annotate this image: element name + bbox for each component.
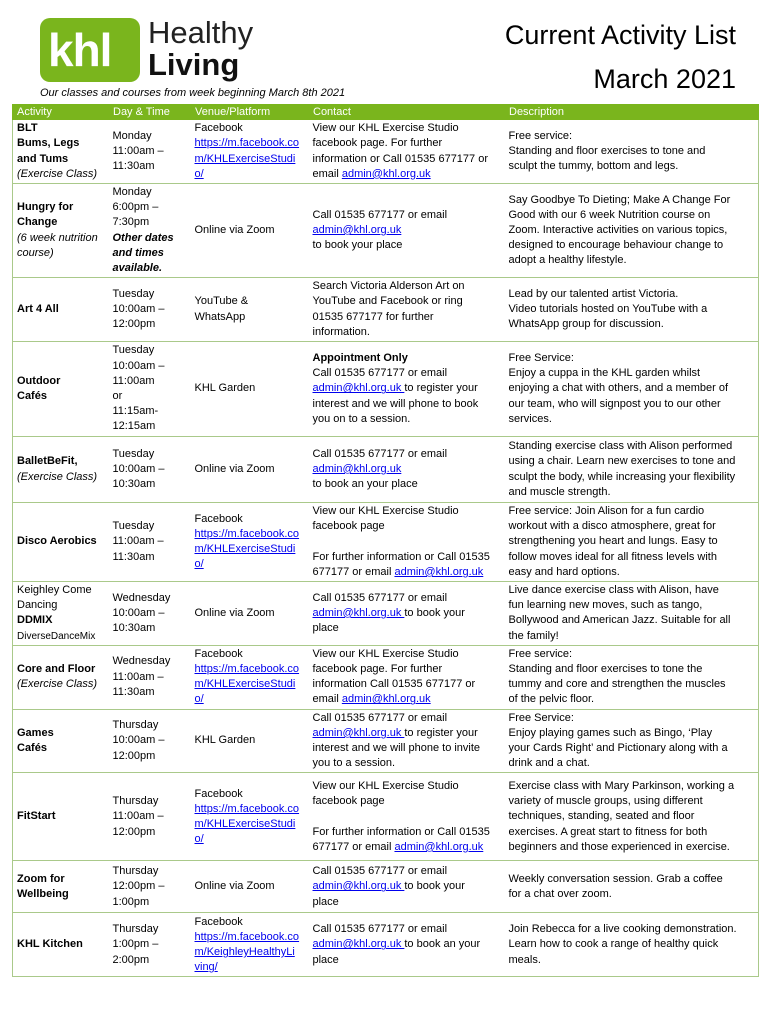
- contact-cell: [309, 184, 505, 278]
- contact-email-link[interactable]: admin@khl.org.uk: [312, 726, 405, 739]
- table-row: [13, 645, 759, 709]
- contact-text-after: to book an your place: [312, 938, 481, 966]
- activity-name: DDMIX: [17, 614, 53, 627]
- contact-email-link[interactable]: admin@khl.org.uk: [341, 693, 431, 706]
- venue-cell: [191, 278, 309, 342]
- description-cell: [505, 120, 759, 184]
- contact-text-after: to book an your place: [312, 478, 418, 491]
- day-time: Thursday 10:00am – 12:00pm: [112, 719, 165, 762]
- day-time-cell: [109, 342, 191, 437]
- activity-name: Core and Floor: [17, 663, 96, 676]
- column-header-day-time: Day & Time: [109, 105, 191, 120]
- description-cell: [505, 773, 759, 861]
- venue-name: Online via Zoom: [194, 606, 275, 619]
- contact-text: Search Victoria Alderson Art on YouTube and Facebook or ring 01535 677177 for further information.: [312, 280, 465, 338]
- activity-cell: [13, 184, 109, 278]
- contact-cell: [309, 861, 505, 913]
- day-time-cell: [109, 437, 191, 503]
- activity-name: Zoom for Wellbeing: [17, 872, 69, 900]
- logo-khl-text: khl: [48, 24, 112, 76]
- activity-name: Games Cafés: [17, 726, 54, 755]
- activity-name-suffix: DiverseDanceMix: [17, 630, 96, 642]
- column-header-activity: Activity: [13, 105, 109, 120]
- venue-name: Online via Zoom: [194, 462, 275, 475]
- logo-badge: [40, 18, 140, 82]
- page-title: Current Activity List: [504, 20, 736, 50]
- day-time: Thursday 1:00pm – 2:00pm: [112, 923, 159, 966]
- contact-email-link[interactable]: admin@khl.org.uk: [312, 606, 405, 619]
- venue-name: YouTube & WhatsApp: [194, 295, 249, 323]
- contact-text: View our KHL Exercise Studio facebook page For further information or Call 01535 677177 or email: [312, 505, 490, 578]
- table-row: [13, 437, 759, 503]
- contact-email-link[interactable]: admin@khl.org.uk: [312, 938, 405, 951]
- venue-link[interactable]: https://m.facebook.co m/KHLExerciseStudi o/: [194, 663, 300, 706]
- contact-text-after: to register your interest and we will phone to invite you to a session.: [312, 726, 481, 770]
- activity-name: Disco Aerobics: [17, 535, 97, 548]
- venue-link[interactable]: https://m.facebook.co m/KHLExerciseStudi o/: [194, 527, 300, 571]
- activity-cell: [13, 773, 109, 861]
- description-text: Free Service: Enjoy a cuppa in the KHL garden whilst enjoying a chat with others, and a member of our team, who will signpost you to our other services.: [508, 352, 729, 425]
- day-time: Tuesday 10:00am – 10:30am: [112, 447, 165, 491]
- table-row: [13, 120, 759, 184]
- contact-cell: [309, 120, 505, 184]
- contact-text: Call 01535 677177 or email: [312, 711, 448, 724]
- description-text: Live dance exercise class with Alison, have fun learning new moves, such as tango, Bollywood and American Jazz. Suitable for all the family!: [508, 584, 731, 642]
- description-cell: [505, 184, 759, 278]
- page-subtitle: Our classes and courses from week beginning March 8th 2021: [40, 87, 346, 99]
- activity-cell: [13, 278, 109, 342]
- day-time: Tuesday 11:00am – 11:30am: [112, 520, 164, 563]
- venue-name: KHL Garden: [194, 734, 256, 747]
- day-time-extra: Other dates and times available.: [112, 231, 174, 275]
- column-header-description: Description: [505, 105, 759, 120]
- table-row: [13, 342, 759, 437]
- description-cell: [505, 582, 759, 646]
- activity-cell: [13, 861, 109, 913]
- table-row: [13, 709, 759, 773]
- activity-cell: [13, 503, 109, 582]
- contact-email-link[interactable]: admin@khl.org.uk: [312, 880, 405, 893]
- day-time: Tuesday 10:00am – 12:00pm: [112, 287, 165, 331]
- description-cell: [505, 913, 759, 977]
- activity-name: KHL Kitchen: [17, 938, 83, 951]
- contact-text-after: to book your place: [312, 880, 465, 908]
- day-time: Monday 11:00am – 11:30am: [112, 129, 164, 173]
- day-time-cell: [109, 184, 191, 278]
- activity-cell: [13, 437, 109, 503]
- contact-text: View our KHL Exercise Studio facebook page For further information or Call 01535 677177 or email: [312, 779, 490, 853]
- contact-text-after: to book your place: [312, 239, 403, 252]
- activity-cell: [13, 342, 109, 437]
- day-time-cell: [109, 278, 191, 342]
- contact-cell: [309, 645, 505, 709]
- khl-healthy-living-logo: [40, 15, 268, 86]
- day-time: Tuesday 10:00am – 11:00am or 11:15am- 12:15am: [112, 344, 165, 433]
- contact-email-link[interactable]: admin@khl.org.uk: [312, 382, 405, 395]
- day-time-cell: [109, 913, 191, 977]
- column-header-venue: Venue/Platform: [191, 105, 309, 120]
- activity-cell: [13, 709, 109, 773]
- venue-cell: [191, 913, 309, 977]
- venue-link[interactable]: https://m.facebook.co m/KeighleyHealthyLi ving/: [194, 930, 300, 974]
- day-time: Wednesday 10:00am – 10:30am: [112, 591, 171, 635]
- contact-cell: [309, 709, 505, 773]
- description-text: Say Goodbye To Dieting; Make A Change For Good with our 6 week Nutrition course on Zoom. Interactive activities on various topics, designed to encourage behaviour change to adopt a healthy lifestyle.: [508, 193, 731, 267]
- description-cell: [505, 709, 759, 773]
- day-time-cell: [109, 645, 191, 709]
- table-row: [13, 184, 759, 278]
- contact-text: View our KHL Exercise Studio facebook page. For further information Call 01535 677177 or email: [312, 647, 476, 706]
- activity-name-prefix: Keighley Come Dancing: [17, 584, 92, 612]
- description-text: Weekly conversation session. Grab a coffee for a chat over zoom.: [508, 872, 723, 900]
- day-time-cell: [109, 773, 191, 861]
- contact-cell: [309, 278, 505, 342]
- contact-text: View our KHL Exercise Studio facebook page. For further information or Call 01535 677177 or email: [312, 122, 489, 180]
- table-row: [13, 861, 759, 913]
- table-row: [13, 503, 759, 582]
- venue-cell: [191, 120, 309, 184]
- venue-name: KHL Garden: [194, 382, 256, 395]
- contact-text: Call 01535 677177 or email: [312, 923, 448, 936]
- activity-note: (6 week nutrition course): [17, 231, 98, 259]
- venue-name: Online via Zoom: [194, 880, 275, 893]
- activity-note: (Exercise Class): [17, 470, 98, 483]
- contact-text: Call 01535 677177 or email: [312, 208, 448, 221]
- contact-notice: Appointment Only: [312, 352, 408, 365]
- contact-text: Call 01535 677177 or email: [312, 447, 448, 460]
- description-cell: [505, 437, 759, 503]
- day-time: Thursday 11:00am – 12:00pm: [112, 795, 164, 838]
- activity-name: Hungry for Change: [17, 201, 74, 229]
- contact-text: Call 01535 677177 or email: [312, 591, 448, 604]
- day-time-cell: [109, 709, 191, 773]
- description-text: Free service: Join Alison for a fun cardio workout with a disco atmosphere, great for strengthening you heart and lungs. Easy to follow moves ideal for all fitness levels with easy and hard options.: [508, 505, 718, 578]
- activity-name: Outdoor Cafés: [17, 374, 61, 403]
- venue-name: Facebook: [194, 787, 243, 800]
- venue-cell: [191, 773, 309, 861]
- description-cell: [505, 342, 759, 437]
- description-text: Lead by our talented artist Victoria. Video tutorials hosted on YouTube with a WhatsApp group for discussion.: [508, 287, 708, 331]
- contact-cell: [309, 503, 505, 582]
- description-cell: [505, 645, 759, 709]
- description-cell: [505, 278, 759, 342]
- day-time-cell: [109, 582, 191, 646]
- description-text: Free service: Standing and floor exercises to tone and sculpt the tummy, bottom and legs.: [508, 129, 706, 173]
- description-text: Free service: Standing and floor exercises to tone the tummy and core and strengthen the muscles of the pelvic floor.: [508, 647, 726, 706]
- contact-text-after: to book your place: [312, 606, 465, 635]
- table-row: [13, 773, 759, 861]
- venue-cell: [191, 861, 309, 913]
- logo-healthy-text: Healthy: [148, 15, 254, 50]
- description-cell: [505, 861, 759, 913]
- activity-note: (Exercise Class): [17, 678, 98, 691]
- page-date: March 2021: [593, 64, 736, 94]
- logo-living-text: Living: [148, 47, 240, 82]
- contact-email-link[interactable]: admin@khl.org.uk: [341, 167, 431, 180]
- day-time: Monday 6:00pm – 7:30pm: [112, 186, 159, 229]
- venue-cell: [191, 342, 309, 437]
- table-header-row: [13, 105, 759, 120]
- venue-cell: [191, 582, 309, 646]
- day-time: Thursday 12:00pm – 1:00pm: [112, 865, 165, 908]
- contact-text: Call 01535 677177 or email: [312, 367, 448, 380]
- contact-email-link[interactable]: admin@khl.org.uk: [312, 462, 402, 475]
- activity-cell: [13, 120, 109, 184]
- day-time: Wednesday 11:00am – 11:30am: [112, 655, 171, 698]
- venue-name: Facebook: [194, 647, 243, 660]
- venue-link[interactable]: https://m.facebook.co m/KHLExerciseStudi o/: [194, 137, 300, 180]
- activity-name: BLT Bums, Legs and Tums: [17, 122, 80, 165]
- activity-cell: [13, 582, 109, 646]
- contact-email-link[interactable]: admin@khl.org.uk: [312, 224, 402, 236]
- activity-name: BalletBeFit,: [17, 455, 78, 468]
- contact-email-link[interactable]: admin@khl.org.uk: [394, 565, 484, 578]
- venue-name: Online via Zoom: [194, 224, 275, 236]
- day-time-cell: [109, 861, 191, 913]
- activity-cell: [13, 913, 109, 977]
- activity-name: FitStart: [17, 810, 56, 823]
- table-row: [13, 278, 759, 342]
- venue-cell: [191, 709, 309, 773]
- activity-rows: [13, 120, 759, 977]
- activity-name: Art 4 All: [17, 303, 59, 316]
- contact-email-link[interactable]: admin@khl.org.uk: [394, 840, 484, 853]
- activity-cell: [13, 645, 109, 709]
- description-text: Standing exercise class with Alison performed using a chair. Learn new exercises to tone and sculpt the body, while increasing your flexibility and muscle strength.: [508, 440, 736, 498]
- venue-cell: [191, 645, 309, 709]
- venue-cell: [191, 184, 309, 278]
- venue-cell: [191, 503, 309, 582]
- description-text: Exercise class with Mary Parkinson, working a variety of muscle groups, using different techniques, standing, seated and floor exercises. A great start to fitness for both beginners and those experienced in exercise.: [508, 779, 735, 853]
- description-cell: [505, 503, 759, 582]
- venue-cell: [191, 437, 309, 503]
- venue-name: Facebook: [194, 915, 243, 928]
- venue-name: Facebook: [194, 122, 243, 135]
- activity-table: [12, 104, 759, 977]
- contact-text-after: to register your interest and we will phone to book you on to a session.: [312, 382, 479, 425]
- day-time-cell: [109, 120, 191, 184]
- venue-link[interactable]: https://m.facebook.co m/KHLExerciseStudi o/: [194, 802, 300, 846]
- contact-cell: [309, 437, 505, 503]
- table-row: [13, 582, 759, 646]
- contact-cell: [309, 913, 505, 977]
- description-text: Free Service: Enjoy playing games such as Bingo, ‘Play your Cards Right’ and Pictionary along with a drink and a chat.: [508, 711, 728, 770]
- day-time-cell: [109, 503, 191, 582]
- venue-name: Facebook: [194, 512, 243, 525]
- description-text: Join Rebecca for a live cooking demonstration. Learn how to cook a range of healthy quick meals.: [508, 923, 737, 966]
- contact-cell: [309, 342, 505, 437]
- activity-note: (Exercise Class): [17, 167, 98, 180]
- column-header-contact: Contact: [309, 105, 505, 120]
- contact-cell: [309, 582, 505, 646]
- contact-text: Call 01535 677177 or email: [312, 865, 448, 878]
- contact-cell: [309, 773, 505, 861]
- table-row: [13, 913, 759, 977]
